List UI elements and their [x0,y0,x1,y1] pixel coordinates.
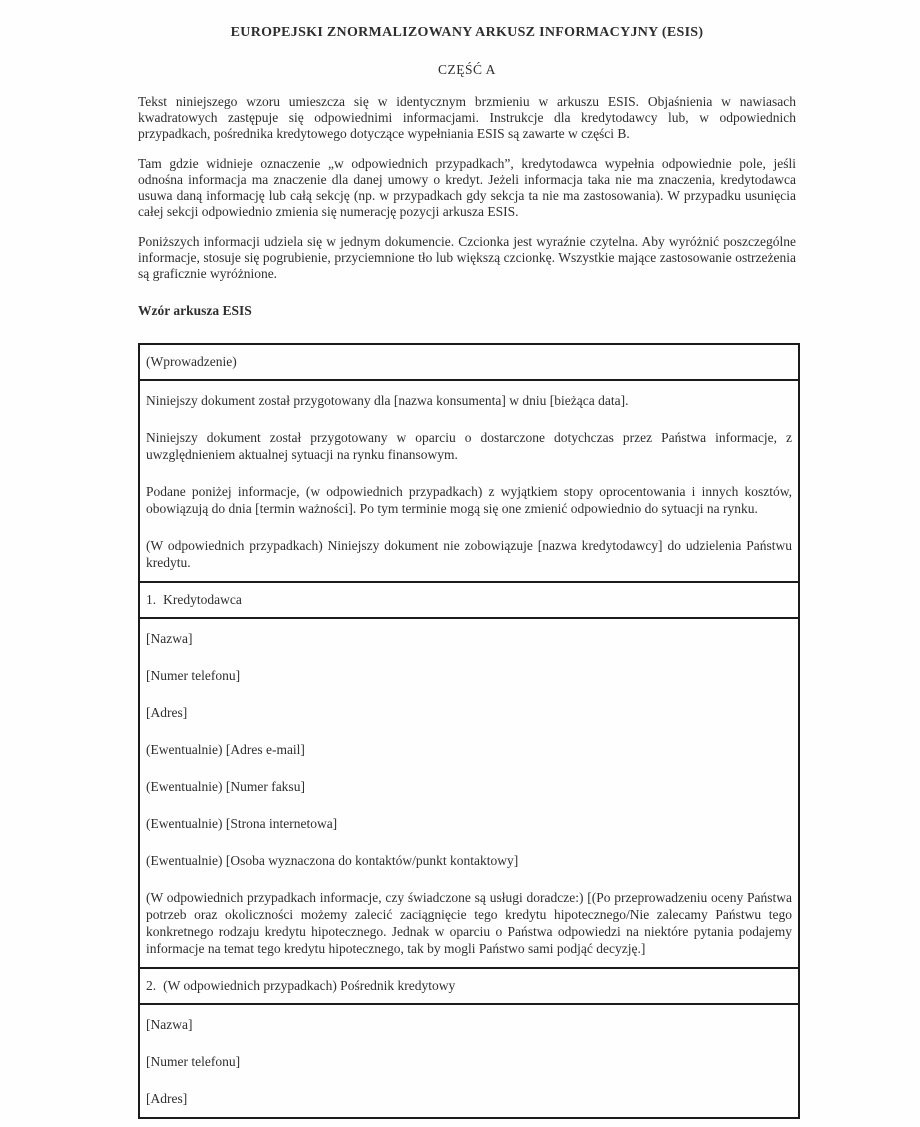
intro-section-paragraph-1: Niniejszy dokument został przygotowany dla [nazwa konsumenta] w dniu [bieżąca data]. [146,393,629,408]
esis-table [138,343,800,1119]
section-1-field-email: (Ewentualnie) [Adres e-mail] [146,742,305,757]
intro-section-paragraph-2: Niniejszy dokument został przygotowany w oparciu o dostarczone dotychczas przez Państwa informacje, z uwzględnieniem aktualnej sytuacji na rynku finansowym. [146,430,792,462]
intro-paragraph-3: Poniższych informacji udziela się w jednym dokumencie. Czcionka jest wyraźnie czytelna. Aby wyróżnić poszczególne informacje, stosuje się pogrubienie, przyciemnione tło lub większą czcionkę. Wszystkie mające zastosowanie ostrzeżenia są graficznie wyróżnione. [138,234,796,281]
section-header-intro-label: (Wprowadzenie) [146,354,237,369]
intro-section-paragraph-3: Podane poniżej informacje, (w odpowiednich przypadkach) z wyjątkiem stopy oprocentowania i innych kosztów, obowiązują do dnia [termin ważności]. Po tym terminie mogą się one zmienić odpowiednio do sytuacji na rynku. [146,484,792,516]
section-1-field-contact-person: (Ewentualnie) [Osoba wyznaczona do kontaktów/punkt kontaktowy] [146,853,519,868]
section-1-field-name: [Nazwa] [146,631,193,646]
section-1-field-fax: (Ewentualnie) [Numer faksu] [146,779,305,794]
intro-section-paragraph-4: (W odpowiednich przypadkach) Niniejszy dokument nie zobowiązuje [nazwa kredytodawcy] do udzielenia Państwu kredytu. [146,538,792,570]
section-1-advisory-note: (W odpowiednich przypadkach informacje, czy świadczone są usługi doradcze:) [(Po przeprowadzeniu oceny Państwa potrzeb oraz okoliczności możemy zalecić zaciągnięcie tego kredytu hipotecznego/Nie zalecamy Państwu tego konkretnego rodzaju kredytu hipotecznego. Jednak w oparciu o Państwa odpowiedzi na niektóre pytania podajemy informacje na temat tego kredytu hipotecznego, tak by mogli Państwo sami podjąć decyzję.] [146,890,792,956]
section-body-1 [140,619,798,969]
section-body-2 [140,1005,798,1117]
section-2-field-name: [Nazwa] [146,1017,193,1032]
section-2-field-address: [Adres] [146,1091,188,1106]
section-1-title: Kredytodawca [163,592,242,607]
part-label: CZĘŚĆ A [438,62,496,77]
form-heading: Wzór arkusza ESIS [138,303,252,318]
section-1-field-phone: [Numer telefonu] [146,668,241,683]
document-title: EUROPEJSKI ZNORMALIZOWANY ARKUSZ INFORMACYJNY (ESIS) [230,25,704,40]
section-1-field-website: (Ewentualnie) [Strona internetowa] [146,816,338,831]
section-2-field-phone: [Numer telefonu] [146,1054,241,1069]
intro-paragraph-1: Tekst niniejszego wzoru umieszcza się w identycznym brzmieniu w arkuszu ESIS. Objaśnienia w nawiasach kwadratowych zastępuje się odpowiednimi informacjami. Instrukcje dla kredytodawcy lub, w odpowiednich przypadkach, pośrednika kredytowego dotyczące wypełniania ESIS są zawarte w części B. [138,94,796,141]
section-header-1 [140,583,798,619]
document-content [138,0,796,1119]
section-header-intro [140,345,798,381]
section-body-intro [140,381,798,583]
section-2-number: 2. [146,978,157,993]
intro-block [138,94,796,282]
section-1-number: 1. [146,592,157,607]
section-1-field-address: [Adres] [146,705,188,720]
intro-paragraph-2: Tam gdzie widnieje oznaczenie „w odpowiednich przypadkach”, kredytodawca wypełnia odpowiednie pole, jeśli odnośna informacja ma znaczenie dla danej umowy o kredyt. Jeżeli informacja taka nie ma znaczenia, kredytodawca usuwa daną informację lub całą sekcję (np. w przypadkach gdy sekcja ta nie ma zastosowania). W przypadku usunięcia całej sekcji odpowiednio zmienia się numerację pozycji arkusza ESIS. [138,156,796,219]
section-header-2 [140,969,798,1005]
section-2-title: (W odpowiednich przypadkach) Pośrednik kredytowy [163,978,456,993]
